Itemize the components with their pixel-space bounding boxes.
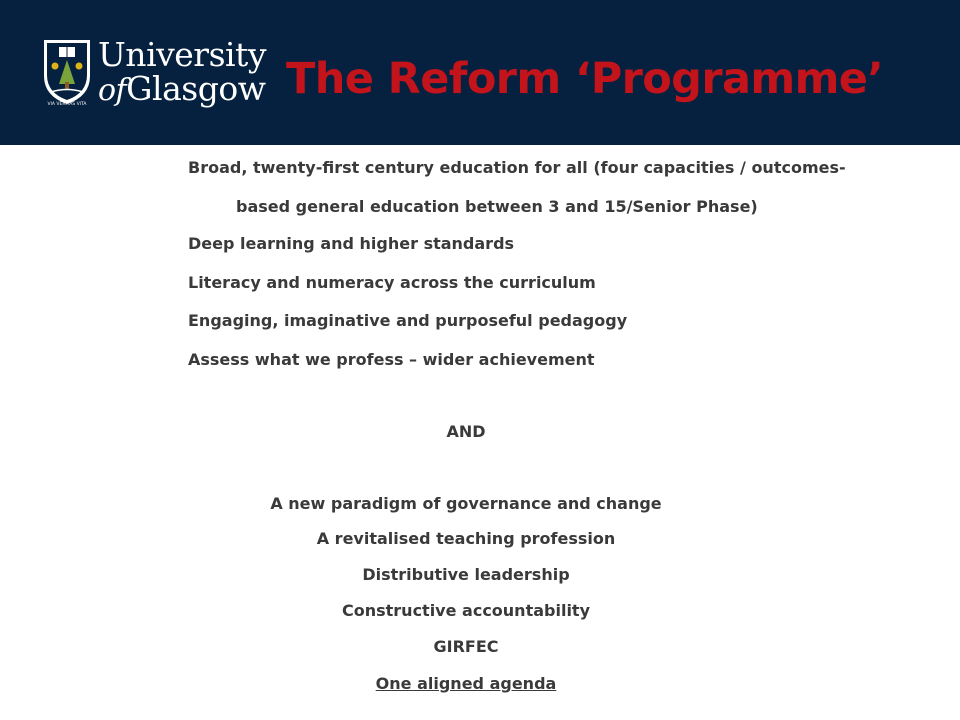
slide-title: The Reform ‘Programme’: [286, 54, 884, 104]
bullet-line: based general education between 3 and 15/Senior Phase): [236, 197, 758, 216]
logo-glasgow: Glasgow: [126, 69, 266, 108]
logo-of: of: [98, 73, 127, 108]
bullet-line: Assess what we profess – wider achievement: [188, 350, 595, 369]
header-bar: [0, 0, 960, 145]
logo-line-glasgow: [98, 69, 266, 108]
bullet-line: Literacy and numeracy across the curriculum: [188, 273, 596, 292]
bullet-line: Broad, twenty-first century education for all (four capacities / outcomes-: [188, 158, 846, 177]
centered-line: A revitalised teaching profession: [316, 529, 616, 548]
centered-line-emphasis: One aligned agenda: [375, 674, 557, 693]
centered-line: Constructive accountability: [341, 601, 590, 620]
connector-and: AND: [446, 422, 486, 441]
crest-icon: [42, 38, 92, 106]
bullet-line: Engaging, imaginative and purposeful pedagogy: [188, 311, 628, 330]
logo-motto: VIA VERITAS VITA: [47, 102, 87, 106]
logo-line-university: University: [98, 35, 266, 74]
bullet-line: Deep learning and higher standards: [188, 234, 515, 253]
university-logo[interactable]: [42, 35, 266, 110]
centered-line: GIRFEC: [433, 637, 499, 656]
centered-line: A new paradigm of governance and change: [270, 494, 662, 513]
centered-line: Distributive leadership: [362, 565, 570, 584]
